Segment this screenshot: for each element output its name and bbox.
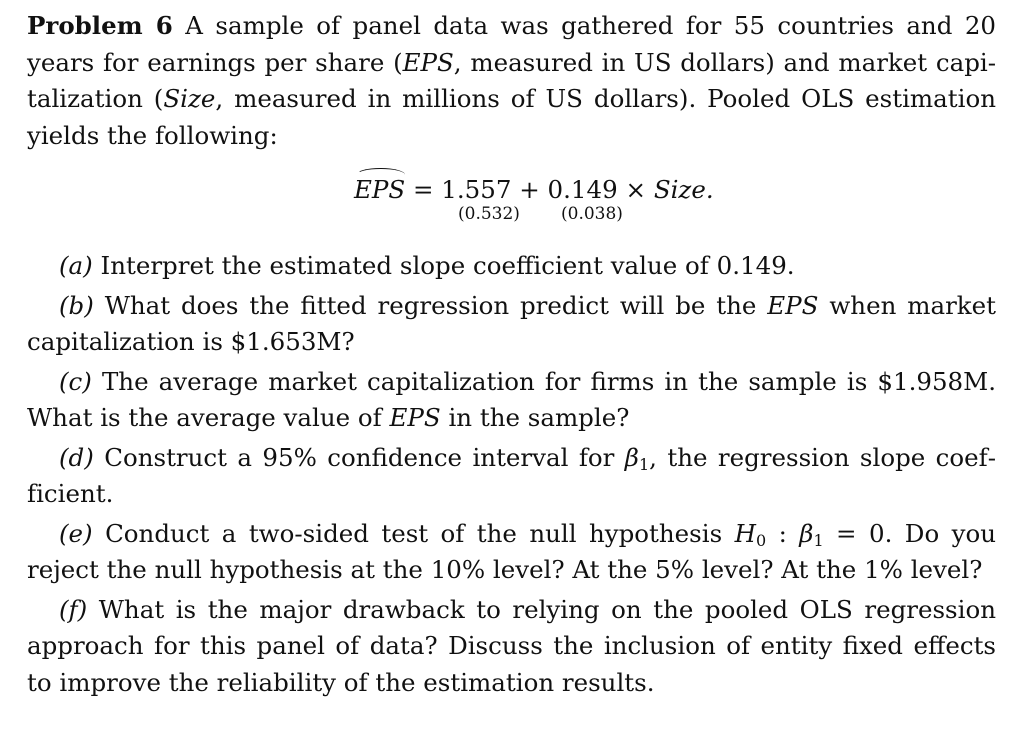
var-beta: β (624, 442, 639, 472)
slope-value: 0.149 (547, 175, 618, 204)
equation-line (354, 172, 714, 209)
part-text: Interpret the estimated slope coefficient value of 0.149. (100, 251, 795, 280)
intercept-value: 1.557 (441, 175, 512, 204)
part-text: What is the major drawback to relying on the pooled OLS regression approach for this panel of data? Discuss the inclusion of entity fixed effects to improve the reliability of the estimation results. (27, 594, 996, 697)
var-beta: β (799, 518, 814, 548)
part-text: , the regression slope coefficient. (27, 442, 996, 508)
problem-title: Problem 6 (27, 11, 173, 40)
part-text: when market capitalization is $1.653M? (27, 290, 996, 356)
part-b (27, 288, 996, 361)
subscript: 1 (638, 454, 650, 474)
part-text: : (766, 518, 800, 548)
part-label: (b) (59, 290, 94, 320)
plus-sign: + (519, 175, 540, 204)
part-text: The average market capitalization for firms in the sample is $1.958M. What is the average value of (27, 366, 996, 432)
part-f (27, 592, 996, 702)
problem-intro (27, 8, 996, 154)
slope-standard-error: (0.038) (561, 204, 623, 224)
subscript: 0 (755, 530, 767, 550)
part-label: (f) (59, 594, 88, 624)
intro-text-3: , measured in millions of US dollars). Pooled OLS estimation yields the following: (27, 84, 996, 150)
part-a (27, 248, 996, 285)
part-e (27, 516, 996, 589)
part-text: What does the fitted regression predict will be the (104, 290, 768, 320)
equals-sign: = (412, 175, 434, 204)
part-c (27, 364, 996, 437)
var-eps: EPS (389, 403, 441, 432)
part-d (27, 440, 996, 513)
regression-equation (27, 158, 996, 240)
intro-var-size: Size (163, 84, 216, 113)
eps-hat: EPS (354, 172, 405, 209)
part-label: (d) (59, 442, 94, 472)
part-text: = 0. Do you reject the null hypothesis at the 10% level? At the 5% level? At the 1% level? (27, 518, 996, 584)
part-label: (e) (59, 518, 93, 548)
times-sign: × (625, 175, 647, 204)
regressor-size: Size. (653, 175, 714, 204)
var-eps: EPS (767, 290, 819, 320)
intercept-standard-error: (0.532) (458, 204, 520, 224)
part-text: Construct a 95% confidence interval for (104, 442, 625, 472)
part-label: (c) (59, 366, 92, 396)
var-h: H (734, 518, 756, 548)
part-text: in the sample? (440, 403, 630, 432)
subscript: 1 (813, 530, 824, 550)
part-label: (a) (59, 251, 93, 280)
intro-var-eps: EPS (402, 47, 454, 77)
intro-text-1: A sample of panel data was gathered for 55 countries and 20 years for earnings per share ( (27, 11, 996, 77)
part-text: Conduct a two-sided test of the null hypothesis (105, 518, 735, 548)
intro-text-2: , measured in US dollars) and market capitalization ( (27, 47, 996, 113)
